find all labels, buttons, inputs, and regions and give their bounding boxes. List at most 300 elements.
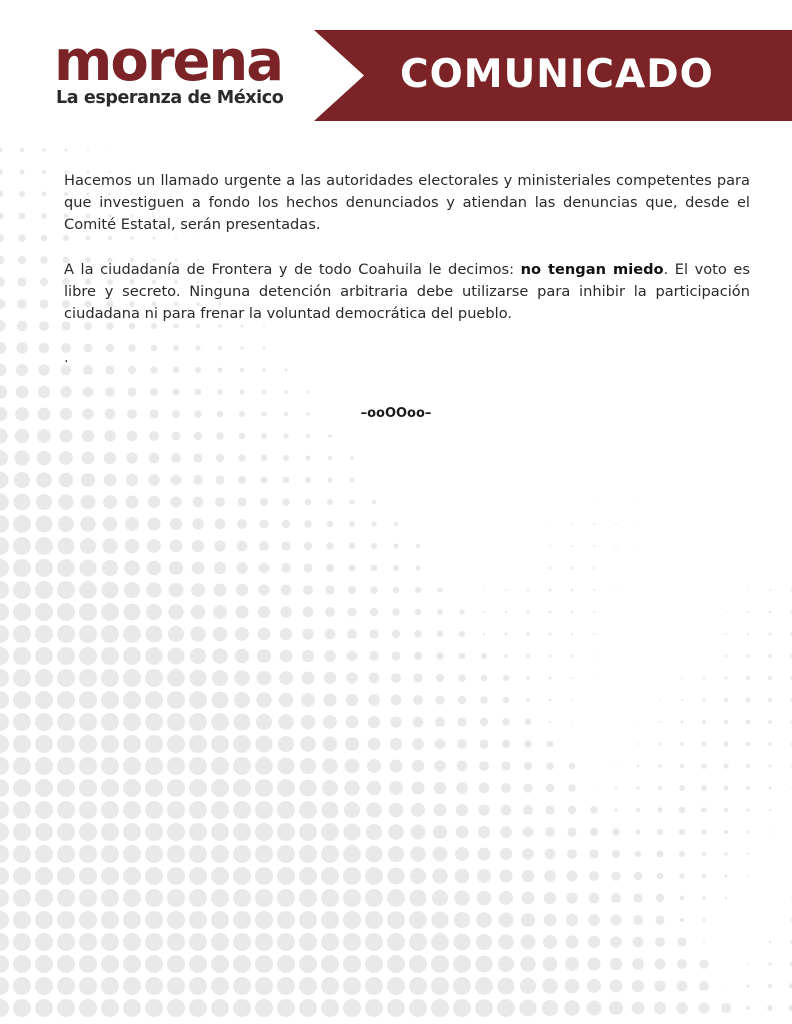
halftone-dot [13,713,31,731]
halftone-dot [57,977,75,995]
halftone-dot [171,453,181,463]
halftone-dot [14,494,31,511]
halftone-dot [123,911,141,929]
halftone-dot [365,867,383,885]
halftone-dot [615,633,616,634]
halftone-dot [39,299,48,308]
halftone-dot [614,808,617,811]
halftone-dot [167,779,185,797]
halftone-dot [365,911,383,929]
closing-separator: –ooOOoo– [360,406,432,421]
halftone-dot [57,999,75,1017]
halftone-dot [453,933,470,950]
halftone-dot [145,955,163,973]
halftone-dot [35,779,53,797]
halftone-dot [567,849,577,859]
halftone-dot [57,625,75,643]
halftone-dot [724,720,729,725]
halftone-dot [499,913,514,928]
halftone-dot [211,933,229,951]
halftone-dot [255,845,273,863]
halftone-dot [372,500,376,504]
halftone-dot [543,913,556,926]
halftone-dot [233,801,251,819]
halftone-dot [211,779,229,797]
halftone-dot [299,867,317,885]
halftone-dot [725,875,728,878]
halftone-dot [371,565,378,572]
halftone-dot [39,343,50,354]
halftone-dot [702,874,706,878]
halftone-dot [504,654,508,658]
halftone-dot [102,582,119,599]
halftone-dot [303,585,313,595]
halftone-dot [457,717,466,726]
halftone-dot [548,654,551,657]
halftone-dot [233,955,251,973]
halftone-dot [126,452,137,463]
halftone-dot [305,455,310,460]
halftone-dot [747,589,748,590]
halftone-dot [725,655,728,658]
halftone-dot [431,977,449,995]
halftone-dot [301,693,315,707]
halftone-dot [747,853,749,855]
halftone-dot [457,761,468,772]
morena-logo [54,29,294,118]
halftone-dot [593,523,595,525]
halftone-dot [261,455,268,462]
halftone-dot [703,677,705,679]
halftone-dot [211,801,229,819]
halftone-dot [434,782,446,794]
halftone-dot [321,977,339,995]
halftone-dot [368,716,380,728]
halftone-dot [615,611,617,613]
halftone-dot [393,543,398,548]
halftone-dot [410,846,425,861]
halftone-dot [167,911,185,929]
halftone-dot [145,779,163,797]
halftone-dot [769,941,771,943]
halftone-dot [0,911,9,929]
halftone-dot [304,542,312,550]
halftone-dot [411,781,424,794]
halftone-dot [523,805,533,815]
halftone-dot [633,915,643,925]
halftone-dot [615,523,617,525]
halftone-dot [13,691,31,709]
halftone-dot [257,627,270,640]
halftone-dot [214,540,225,551]
halftone-dot [300,780,317,797]
halftone-dot [500,826,512,838]
halftone-dot [566,914,578,926]
halftone-dot [659,699,660,700]
halftone-dot [546,784,554,792]
halftone-dot [390,738,402,750]
halftone-dot [35,757,53,775]
halftone-dot [0,191,3,198]
halftone-dot [82,430,94,442]
halftone-dot [145,911,163,929]
halftone-dot [149,453,160,464]
halftone-dot [281,585,292,596]
halftone-dot [768,742,772,746]
halftone-dot [145,867,163,885]
halftone-dot [571,611,574,614]
halftone-dot [768,962,771,965]
halftone-dot [611,893,621,903]
halftone-dot [145,691,163,709]
halftone-dot [0,277,5,287]
halftone-dot [365,889,383,907]
halftone-dot [658,786,662,790]
halftone-dot [387,911,405,929]
halftone-dot [571,699,573,701]
halftone-dot [431,999,449,1017]
halftone-dot [593,545,595,547]
halftone-dot [433,825,447,839]
halftone-dot [35,933,53,951]
halftone-dot [325,629,336,640]
halftone-dot [724,676,727,679]
halftone-dot [57,911,75,929]
halftone-dot [588,914,600,926]
halftone-dot [278,736,294,752]
halftone-dot [520,978,536,994]
halftone-dot [725,611,726,612]
halftone-dot [431,955,449,973]
halftone-dot [189,889,207,907]
halftone-dot [345,737,359,751]
halftone-dot [659,721,661,723]
halftone-dot [19,191,25,197]
halftone-dot [549,699,552,702]
halftone-dot [80,516,95,531]
halftone-dot [548,610,551,613]
halftone-dot [459,631,465,637]
halftone-dot [306,434,310,438]
halftone-dot [233,977,251,995]
halftone-dot [57,757,75,775]
halftone-dot [237,519,247,529]
halftone-dot [124,560,139,575]
halftone-dot [123,735,141,753]
halftone-dot [431,911,448,928]
halftone-dot [524,740,532,748]
halftone-dot [436,674,444,682]
halftone-dot [325,607,335,617]
halftone-dot [123,713,141,731]
halftone-dot [35,647,53,665]
halftone-dot [321,911,339,929]
halftone-dot [524,762,532,770]
halftone-dot [502,718,510,726]
halftone-dot [0,169,3,175]
halftone-dot [193,453,202,462]
halftone-dot [526,698,529,701]
halftone-dot [102,560,118,576]
halftone-dot [189,801,207,819]
halftone-dot [658,764,662,768]
halftone-dot [389,781,403,795]
halftone-dot [456,804,468,816]
halftone-dot [255,823,273,841]
halftone-dot [769,809,771,811]
halftone-dot [148,518,161,531]
halftone-dot [36,516,53,533]
halftone-dot [680,764,685,769]
halftone-dot [369,651,379,661]
halftone-dot [13,515,31,533]
halftone-dot [434,760,446,772]
halftone-dot [525,719,532,726]
halftone-dot [545,849,556,860]
halftone-dot [299,955,317,973]
halftone-dot [321,933,339,951]
halftone-dot [433,803,446,816]
halftone-dot [349,499,354,504]
halftone-dot [437,631,444,638]
halftone-dot [148,496,160,508]
halftone-dot [549,721,551,723]
halftone-dot [17,321,28,332]
halftone-dot [126,496,139,509]
halftone-dot [527,589,529,591]
halftone-dot [101,691,119,709]
halftone-dot [593,567,595,569]
halftone-dot [505,567,506,568]
halftone-dot [300,736,315,751]
halftone-dot [546,762,554,770]
halftone-dot [0,559,9,577]
halftone-dot [453,955,471,973]
halftone-dot [35,625,53,643]
halftone-dot [414,630,422,638]
halftone-dot [79,845,97,863]
halftone-dot [101,911,119,929]
halftone-dot [282,520,290,528]
halftone-dot [593,655,595,657]
halftone-dot [387,933,405,951]
halftone-dot [189,955,207,973]
halftone-dot [79,735,97,753]
halftone-dot [390,716,402,728]
halftone-dot [259,563,270,574]
halftone-dot [299,889,317,907]
halftone-dot [35,669,53,687]
halftone-dot [167,801,185,819]
halftone-dot [499,869,512,882]
halftone-dot [277,999,295,1017]
halftone-dot [348,564,356,572]
halftone-dot [703,919,706,922]
halftone-dot [571,567,574,570]
halftone-dot [501,805,512,816]
halftone-dot [416,544,420,548]
halftone-dot [500,848,512,860]
halftone-dot [565,957,579,971]
halftone-dot [57,735,75,753]
halftone-dot [167,999,185,1017]
halftone-dot [768,698,772,702]
halftone-dot [257,649,271,663]
halftone-dot [768,984,772,988]
halftone-dot [325,585,334,594]
halftone-dot [725,633,727,635]
halftone-dot [769,589,771,591]
paragraph-2-start: A la ciudadanía de Frontera y de todo Coahuila le decimos: [64,260,521,278]
halftone-dot [35,537,53,555]
halftone-dot [17,299,27,309]
halftone-dot [167,823,185,841]
halftone-dot [0,889,9,907]
halftone-dot [87,149,89,151]
halftone-dot [545,805,554,814]
halftone-dot [235,627,249,641]
halftone-dot [211,757,229,775]
halftone-dot [612,828,620,836]
halftone-dot [301,671,314,684]
halftone-dot [211,845,229,863]
halftone-dot [233,911,251,929]
halftone-dot [409,911,427,929]
logo-tagline: La esperanza de México [56,88,284,108]
halftone-dot [299,933,317,951]
halftone-dot [348,586,356,594]
halftone-dot [388,824,403,839]
halftone-dot [79,999,97,1017]
banner-title: COMUNICADO [400,52,714,97]
halftone-dot [523,827,534,838]
halftone-dot [145,823,163,841]
halftone-dot [366,802,381,817]
halftone-dot [769,831,771,833]
halftone-dot [435,717,445,727]
halftone-dot [656,850,663,857]
halftone-dot [565,979,580,994]
halftone-dot [391,651,400,660]
halftone-dot [13,955,31,973]
halftone-dot [35,735,53,753]
halftone-dot [702,896,706,900]
halftone-dot [277,801,295,819]
halftone-dot [477,847,490,860]
halftone-dot [233,779,251,797]
halftone-dot [255,977,273,995]
halftone-dot [370,586,378,594]
halftone-dot [79,757,97,775]
halftone-dot [415,587,421,593]
halftone-dot [123,845,141,863]
halftone-dot [101,889,119,907]
halftone-dot [123,779,141,797]
halftone-dot [0,955,9,973]
halftone-dot [39,321,49,331]
halftone-dot [677,981,688,992]
halftone-dot [18,234,25,241]
halftone-dot [258,584,269,595]
halftone-dot [657,807,662,812]
halftone-dot [35,603,53,621]
halftone-dot [302,628,314,640]
halftone-dot [326,542,334,550]
halftone-dot [549,523,550,524]
halftone-dot [80,560,97,577]
halftone-dot [436,652,444,660]
halftone-dot [343,933,361,951]
halftone-dot [109,149,110,150]
halftone-dot [566,892,578,904]
halftone-dot [102,538,117,553]
halftone-dot [549,545,551,547]
halftone-dot [412,760,424,772]
halftone-dot [368,694,380,706]
halftone-dot [13,845,31,863]
halftone-dot [283,477,290,484]
halftone-dot [13,911,31,929]
halftone-dot [189,779,207,797]
halftone-dot [702,852,707,857]
halftone-dot [769,919,770,920]
halftone-dot [431,933,449,951]
halftone-dot [146,604,162,620]
halftone-dot [498,956,514,972]
halftone-dot [548,632,551,635]
halftone-dot [701,807,707,813]
halftone-dot [57,889,75,907]
halftone-dot [637,545,638,546]
halftone-dot [724,698,728,702]
halftone-dot [167,845,185,863]
halftone-dot [59,451,73,465]
halftone-dot [171,475,182,486]
halftone-dot [189,999,207,1017]
halftone-dot [702,742,707,747]
halftone-dot [654,980,666,992]
halftone-dot [211,911,229,929]
halftone-dot [699,1003,710,1014]
halftone-dot [216,454,224,462]
halftone-dot [0,493,9,511]
halftone-dot [544,870,556,882]
halftone-dot [0,320,6,331]
halftone-dot [145,933,163,951]
halftone-dot [13,757,31,775]
halftone-dot [633,937,644,948]
halftone-dot [236,562,247,573]
halftone-dot [191,561,204,574]
halftone-dot [35,581,53,599]
halftone-dot [123,691,141,709]
halftone-dot [455,847,469,861]
halftone-dot [123,977,141,995]
halftone-dot [171,431,180,440]
halftone-dot [0,428,8,443]
halftone-dot [0,515,9,533]
halftone-dot [328,456,332,460]
halftone-dot [79,823,97,841]
halftone-dot [721,1003,731,1013]
halftone-dot [304,520,312,528]
halftone-dot [101,977,119,995]
halftone-dot [36,472,51,487]
halftone-dot [458,674,466,682]
halftone-dot [453,977,471,995]
halftone-dot [388,846,404,862]
halftone-dot [413,695,423,705]
